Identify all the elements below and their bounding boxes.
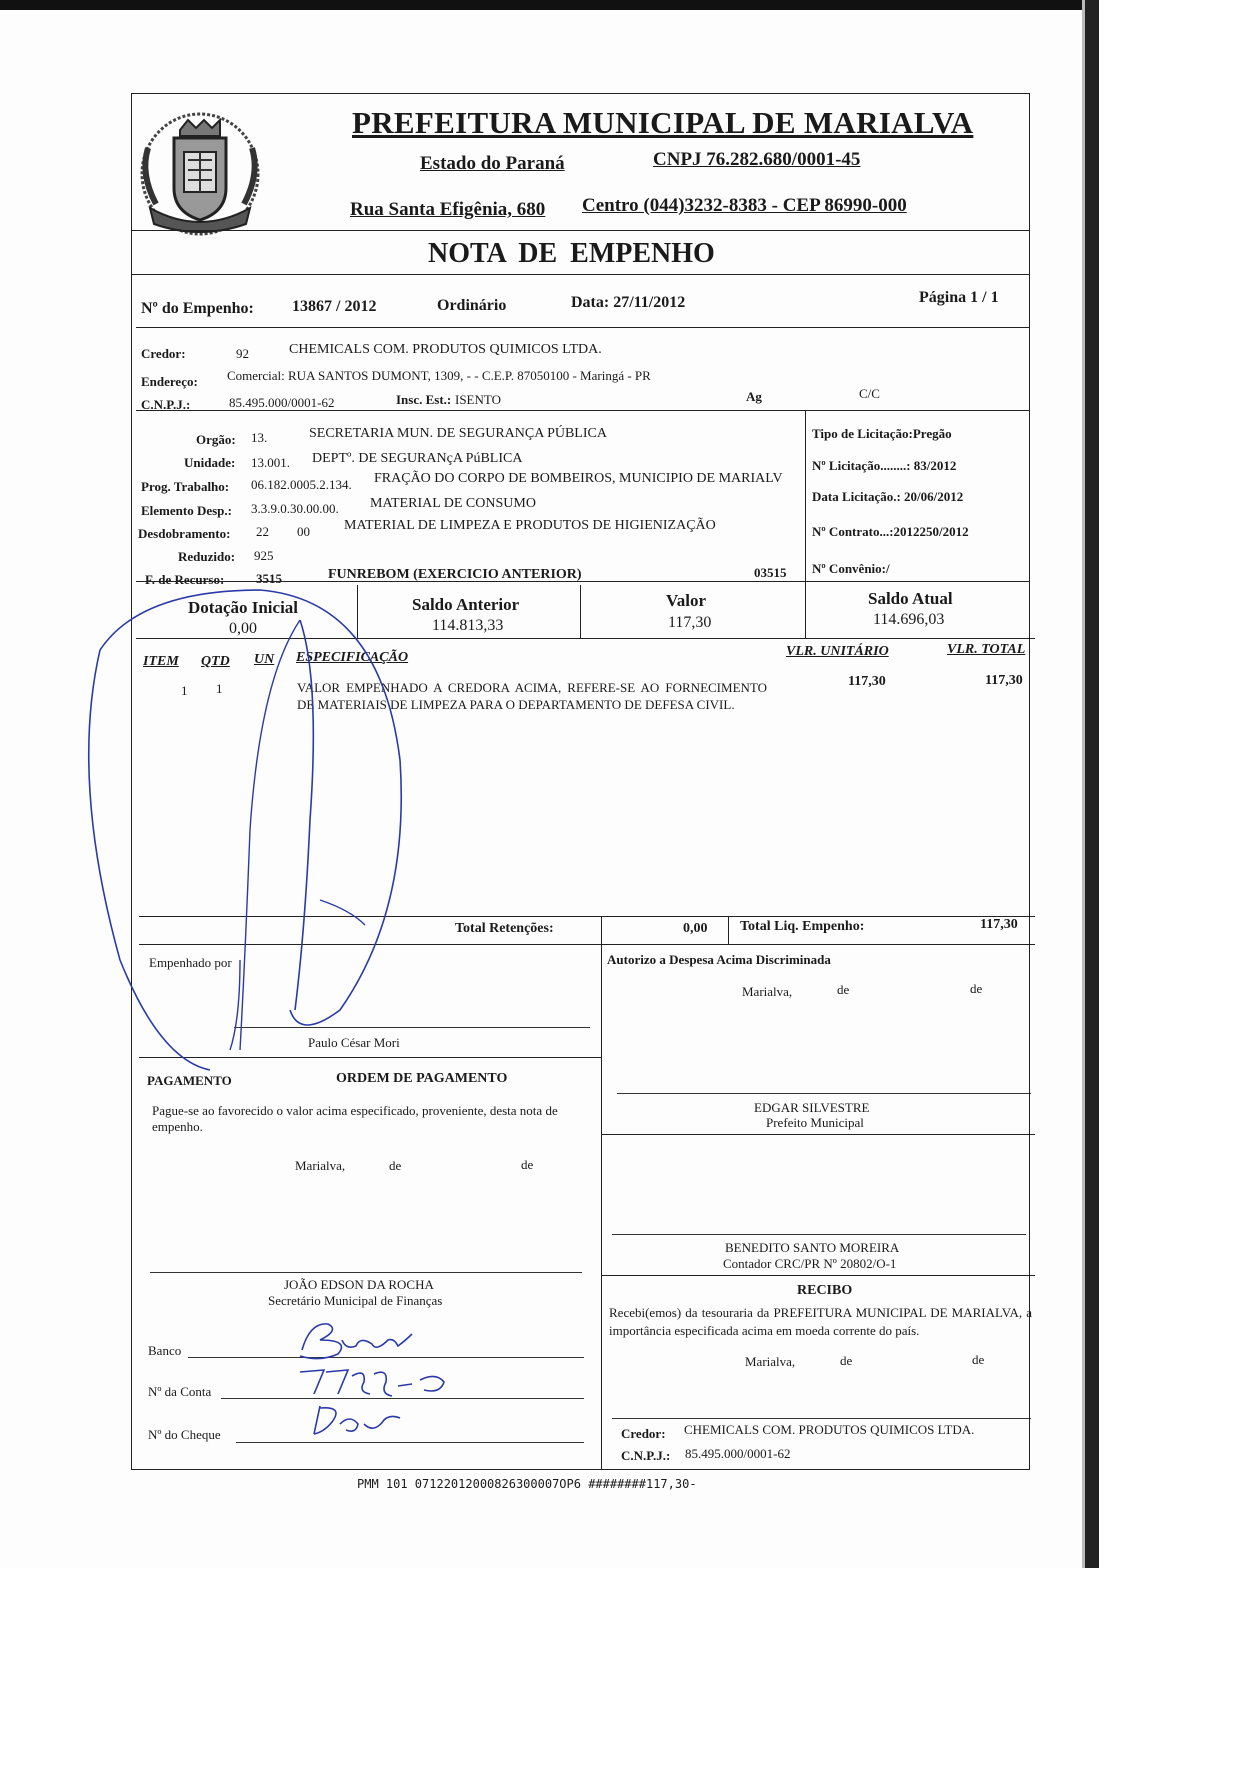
bidding-type: Tipo de Licitação:Pregão bbox=[812, 426, 952, 441]
finance-secretary-title: Secretário Municipal de Finanças bbox=[268, 1293, 443, 1308]
unidade-label: Unidade: bbox=[184, 455, 236, 470]
divider-vertical bbox=[805, 410, 806, 638]
fonte-code: 3515 bbox=[256, 571, 282, 586]
elemento-code: 3.3.9.0.30.00.00. bbox=[251, 501, 339, 516]
items-header-item: ITEM bbox=[143, 654, 179, 669]
fonte-name: FUNREBOM (EXERCICIO ANTERIOR) bbox=[328, 567, 582, 582]
signature-line bbox=[150, 1272, 582, 1273]
document-title: NOTA DE EMPENHO bbox=[428, 238, 715, 269]
mayor-name: EDGAR SILVESTRE bbox=[754, 1100, 870, 1115]
orgao-label: Orgão: bbox=[196, 432, 236, 447]
reduzido-label: Reduzido: bbox=[178, 549, 236, 564]
unidade-code: 13.001. bbox=[251, 455, 290, 470]
payment-de-1: de bbox=[389, 1158, 402, 1173]
empenho-type: Ordinário bbox=[437, 297, 507, 314]
accountant-name: BENEDITO SANTO MOREIRA bbox=[725, 1240, 900, 1255]
divider-vertical bbox=[601, 916, 602, 944]
divider bbox=[601, 1275, 1035, 1276]
programa-label: Prog. Trabalho: bbox=[141, 479, 230, 494]
reduzido-code: 925 bbox=[254, 548, 274, 563]
signature-line bbox=[617, 1093, 1031, 1094]
signature-line bbox=[612, 1418, 1031, 1419]
current-balance-label: Saldo Atual bbox=[868, 589, 953, 608]
cnpj-line: CNPJ 76.282.680/0001-45 bbox=[653, 149, 861, 170]
receipt-text: Recebi(emos) da tesouraria da PREFEITURA MUNICIPAL DE MARIALVA, a importância especificada acima em moeda corrente do país. bbox=[609, 1305, 1032, 1338]
creditor-name: CHEMICALS COM. PRODUTOS QUIMICOS LTDA. bbox=[289, 342, 602, 357]
authentication-code: PMM 101 07122012000826300007OP6 ########117,30- bbox=[357, 1477, 697, 1491]
contract-number: Nº Contrato...:2012250/2012 bbox=[812, 524, 969, 539]
programa-code: 06.182.0005.2.134. bbox=[251, 477, 352, 492]
account-label: C/C bbox=[859, 386, 880, 401]
item-description: VALOR EMPENHADO A CREDORA ACIMA, REFERE-SE AO FORNECIMENTO DE MATERIAIS DE LIMPEZA PARA O DEPARTAMENTO DE DEFESA CIVIL. bbox=[297, 680, 767, 712]
previous-balance-label: Saldo Anterior bbox=[412, 595, 520, 614]
orgao-name: SECRETARIA MUN. DE SEGURANÇA PÚBLICA bbox=[309, 426, 607, 441]
items-header-unit: UN bbox=[254, 652, 275, 667]
address-label: Endereço: bbox=[141, 374, 198, 389]
handwritten-bank-details bbox=[280, 1310, 470, 1450]
items-header-unit-price: VLR. UNITÁRIO bbox=[786, 644, 889, 659]
receipt-de-2: de bbox=[972, 1352, 985, 1367]
authorization-label: Autorizo a Despesa Acima Discriminada bbox=[607, 952, 831, 967]
authorization-de-2: de bbox=[970, 981, 983, 996]
accountant-title: Contador CRC/PR Nº 20802/O-1 bbox=[723, 1256, 897, 1271]
total-retentions-value: 0,00 bbox=[683, 921, 708, 936]
scan-right-edge bbox=[1085, 0, 1099, 1568]
fonte-extra-code: 03515 bbox=[754, 565, 787, 580]
bidding-date: Data Licitação.: 20/06/2012 bbox=[812, 489, 964, 504]
divider bbox=[131, 274, 1030, 275]
finance-secretary-name: JOÃO EDSON DA ROCHA bbox=[284, 1277, 434, 1292]
previous-balance-value: 114.813,33 bbox=[432, 617, 504, 634]
creditor-address: Comercial: RUA SANTOS DUMONT, 1309, - - C.E.P. 87050100 - Maringá - PR bbox=[227, 368, 651, 383]
issuer-name: Paulo César Mori bbox=[308, 1035, 400, 1050]
value-label: Valor bbox=[666, 591, 706, 610]
empenho-number-label: Nº do Empenho: bbox=[141, 300, 254, 317]
elemento-name: MATERIAL DE CONSUMO bbox=[370, 496, 536, 511]
divider-vertical bbox=[580, 585, 581, 638]
payment-city: Marialva, bbox=[295, 1158, 346, 1173]
payment-order-title: ORDEM DE PAGAMENTO bbox=[336, 1071, 508, 1086]
item-qty: 1 bbox=[216, 681, 223, 696]
cnpj-label: C.N.P.J.: bbox=[141, 397, 191, 412]
payment-de-2: de bbox=[521, 1157, 534, 1172]
divider bbox=[136, 410, 1030, 411]
creditor-code: 92 bbox=[236, 346, 249, 361]
desdobramento-sub: 00 bbox=[297, 524, 310, 539]
fonte-label: F. de Recurso: bbox=[145, 572, 225, 587]
item-total: 117,30 bbox=[985, 673, 1023, 688]
signature-line bbox=[612, 1234, 1026, 1235]
desdobramento-code: 22 bbox=[256, 524, 269, 539]
net-total-label: Total Liq. Empenho: bbox=[740, 919, 865, 934]
account-number-label: Nº da Conta bbox=[148, 1384, 212, 1399]
divider bbox=[601, 1134, 1035, 1135]
desdobramento-name: MATERIAL DE LIMPEZA E PRODUTOS DE HIGIENIZAÇÃO bbox=[344, 518, 716, 533]
mayor-title: Prefeito Municipal bbox=[766, 1115, 864, 1130]
page-number: Página 1 / 1 bbox=[919, 289, 999, 306]
bank-label: Banco bbox=[148, 1343, 182, 1358]
empenho-date: Data: 27/11/2012 bbox=[571, 294, 686, 311]
handwritten-initials-signature bbox=[80, 580, 420, 1080]
authorization-de-1: de bbox=[837, 982, 850, 997]
check-number-label: Nº do Cheque bbox=[148, 1427, 221, 1442]
value-amount: 117,30 bbox=[668, 614, 712, 631]
receipt-creditor-name: CHEMICALS COM. PRODUTOS QUIMICOS LTDA. bbox=[684, 1422, 975, 1437]
agreement-number: Nº Convênio:/ bbox=[812, 561, 890, 576]
creditor-label: Credor: bbox=[141, 346, 186, 361]
payment-text: Pague-se ao favorecido o valor acima especificado, proveniente, desta nota de empenho. bbox=[152, 1103, 558, 1134]
total-retentions-label: Total Retenções: bbox=[455, 921, 554, 936]
items-header-qty: QTD bbox=[201, 654, 230, 669]
agency-label: Ag bbox=[746, 389, 762, 404]
issued-by-label: Empenhado por bbox=[149, 955, 232, 970]
scan-right-shadow bbox=[1082, 0, 1085, 1568]
items-header-total: VLR. TOTAL bbox=[947, 642, 1026, 657]
item-number: 1 bbox=[181, 683, 188, 698]
payment-label: PAGAMENTO bbox=[147, 1073, 232, 1088]
receipt-cnpj-label: C.N.P.J.: bbox=[621, 1448, 671, 1463]
coat-of-arms-seal bbox=[136, 108, 264, 240]
receipt-de-1: de bbox=[840, 1353, 853, 1368]
state-registration-label: Insc. Est.: bbox=[396, 392, 452, 407]
elemento-label: Elemento Desp.: bbox=[141, 503, 232, 518]
scan-top-edge bbox=[0, 0, 1099, 10]
authorization-city: Marialva, bbox=[742, 984, 793, 999]
bidding-number: Nº Licitação........: 83/2012 bbox=[812, 458, 957, 473]
state-line: Estado do Paraná bbox=[420, 153, 565, 174]
receipt-creditor-label: Credor: bbox=[621, 1426, 666, 1441]
state-registration: ISENTO bbox=[455, 392, 501, 407]
current-balance-value: 114.696,03 bbox=[873, 611, 945, 628]
orgao-code: 13. bbox=[251, 430, 268, 445]
creditor-cnpj: 85.495.000/0001-62 bbox=[229, 395, 335, 410]
receipt-cnpj: 85.495.000/0001-62 bbox=[685, 1446, 791, 1461]
programa-name: FRAÇÃO DO CORPO DE BOMBEIROS, MUNICIPIO DE MARIALV bbox=[374, 471, 783, 486]
divider-vertical bbox=[601, 944, 602, 1469]
receipt-city: Marialva, bbox=[745, 1354, 796, 1369]
initial-allocation-label: Dotação Inicial bbox=[188, 598, 299, 617]
municipality-title: PREFEITURA MUNICIPAL DE MARIALVA bbox=[352, 105, 974, 140]
address-line: Rua Santa Efigênia, 680 bbox=[350, 199, 546, 220]
item-unit-price: 117,30 bbox=[848, 674, 886, 689]
unidade-name: DEPTº. DE SEGURANçA PúBLICA bbox=[312, 451, 523, 466]
initial-allocation-value: 0,00 bbox=[229, 620, 257, 637]
divider-vertical bbox=[728, 916, 729, 944]
divider bbox=[136, 327, 1030, 328]
net-total-value: 117,30 bbox=[980, 917, 1018, 932]
divider bbox=[131, 230, 1030, 231]
empenho-number: 13867 / 2012 bbox=[292, 298, 377, 315]
items-header-spec: ESPECIFICAÇÃO bbox=[296, 650, 409, 665]
desdobramento-label: Desdobramento: bbox=[138, 526, 231, 541]
contact-line: Centro (044)3232-8383 - CEP 86990-000 bbox=[582, 195, 907, 216]
receipt-title: RECIBO bbox=[797, 1283, 853, 1298]
